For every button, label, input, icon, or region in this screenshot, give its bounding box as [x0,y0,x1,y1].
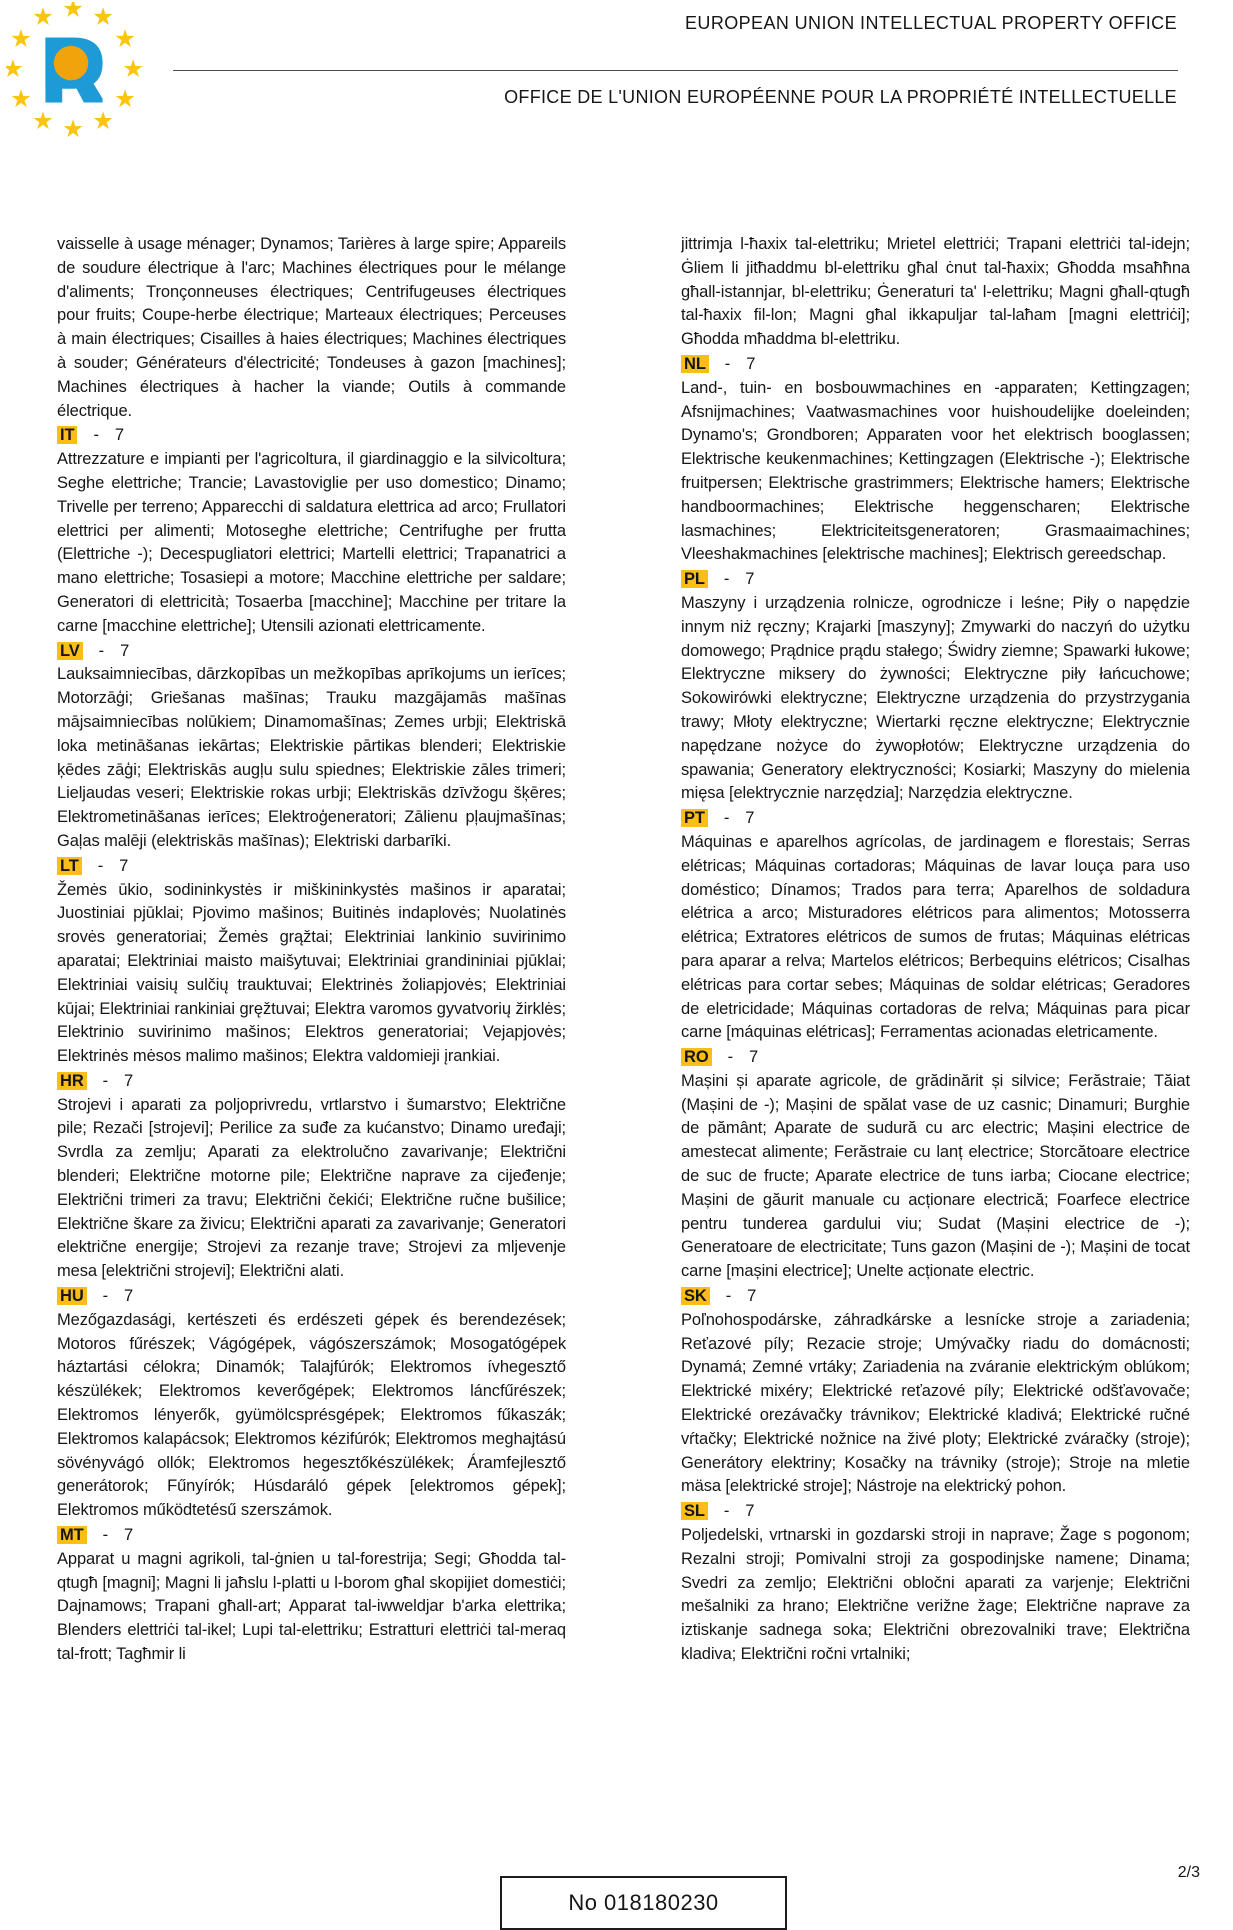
goods-list: Máquinas e aparelhos agrícolas, de jardinagem e florestais; Serras elétricas; Máquinas cortadoras; Máquinas de lavar louça para uso doméstico; Dínamos; Trados para terra; Aparelhos de soldadura elétrica a arco; Misturadores elétricos para alimentos; Motosserra elétrica; Extratores elétricos de sumos de frutas; Máquinas elétricas para aparar a relva; Martelos elétricos; Berbequins elétricos; Cisalhas elétricas para cortar sebes; Máquinas de soldar elétricas; Geradores de eletricidade; Máquinas cortadoras de relva; Máquinas para picar carne [máquinas elétricas]; Ferramentas acionadas eletricamente. [681,832,1190,1042]
language-class-heading [57,1070,566,1094]
language-code-badge: SK [681,1287,710,1305]
goods-list: Poľnohospodárske, záhradkárske a lesnícke stroje a zariadenia; Reťazové píly; Rezacie stroje; Umývačky riadu do domácnosti; Dynamá; Zemné vrtáky; Zariadenia na zváranie elektrickým oblúkom; Elektrické mixéry; Elektrické reťazové píly; Elektrické odšťavovače; Elektrické orezávačky trávnikov; Elektrické kladivá; Elektrické ručné vŕtačky; Elektrické nožnice na živé ploty; Elektrické zváračky (stroje); Generátory elektriny; Kosačky na trávniky (stroje); Stroje na mletie mäsa [elektrické stroje]; Nástroje na elektrický pohon. [681,1310,1190,1496]
nice-class-number: 7 [748,1048,759,1067]
language-code-badge: RO [681,1048,712,1066]
language-class-heading [57,855,566,879]
goods-section-ro [681,1046,1190,1284]
goods-list: Attrezzature e impianti per l'agricoltura, il giardinaggio e la silvicoltura; Seghe elettriche; Trancie; Lavastoviglie per uso domestico; Dinamo; Trivelle per terreno; Apparecchi di saldatura elettrica ad arco; Frullatori elettrici per alimenti; Motoseghe elettriche; Centrifughe per frutta (Elettriche -); Decespugliatori elettrici; Martelli elettrici; Trapanatrici a mano elettriche; Tosasiepi a motore; Macchine elettriche per saldare; Generatori di elettricità; Tosaerba [macchine]; Macchine per tritare la carne [macchine elettriche]; Utensili azionati elettricamente. [57,450,566,635]
page-indicator: 2/3 [1177,1864,1200,1881]
nice-class-number: 7 [120,641,130,660]
goods-list: Apparat u magni agrikoli, tal-ġnien u tal-forestrija; Segi; Għodda tal-qtugħ [magni]; Magni li jaħslu l-platti u l-borom għal skopijiet domestiċi; Dajnamows; Trapani għall-art; Apparat tal-iwweldjar b'arka elettrika; Blenders elettriċi tal-ikel; Lupi tal-elettriku; Estratturi elettriċi tal-meraq tal-frott; Tagħmir li [57,1549,566,1664]
office-name-en: EUROPEAN UNION INTELLECTUAL PROPERTY OFFICE [685,13,1177,33]
nice-class-number: 7 [124,1526,134,1545]
language-code-badge: HR [57,1072,87,1090]
goods-list: Strojevi i aparati za poljoprivredu, vrtlarstvo i šumarstvo; Električne pile; Rezači [strojevi]; Perilice za suđe za kućanstvo; Dinamo uređaji; Svrdla za zemlju; Aparati za elektrolučno zavarivanje; Električni blenderi; Električne motorne pile; Električne naprave za cijeđenje; Električni trimeri za travu; Električni čekići; Električne ručne bušilice; Električne škare za živicu; Električni aparati za zavarivanje; Generatori električne energije; Strojevi za rezanje trave; Strojevi za mljevenje mesa [električni strojevi]; Električni alati. [57,1095,566,1281]
language-code-badge: MT [57,1526,87,1544]
language-code-badge: SL [681,1502,708,1520]
goods-section-fr-continued [57,233,566,423]
separator-dash: - [723,570,730,589]
language-code-badge: PL [681,570,708,588]
separator-dash: - [723,1502,730,1521]
separator-dash: - [723,809,730,828]
goods-section-nl [681,353,1190,567]
language-code-badge: HU [57,1287,87,1305]
language-class-heading [57,424,566,448]
nice-class-number: 7 [745,570,755,589]
language-class-heading [681,1285,1190,1309]
language-class-heading [681,568,1190,592]
goods-list: Mașini și aparate agricole, de grădinărit și silvice; Ferăstraie; Tăiat (Mașini de -); Mașini de spălat vase de uz casnic; Dinamuri; Burghie de pământ; Aparate de sudură cu arc electric; Mașini electrice de amestecat alimente; Ferăstraie cu lanț electrice; Storcătoare electrice de suc de fructe; Aparate electrice de tuns iarba; Ciocane electrice; Mașini de găurit manuale cu acționare electrică; Foarfece electrice pentru tunderea gardului viu; Sudat (Mașini electrice de -); Generatoare de electricitate; Tuns gazon (Mașini de -); Mașini de tocat carne [mașini electrice]; Unelte acționate electric. [681,1071,1190,1281]
language-class-heading [681,1046,1190,1070]
goods-list: jittrimja l-ħaxix tal-elettriku; Mrietel elettriċi; Trapani elettriċi tal-idejn; Ġliem li jitħaddmu bl-elettriku għal ċnut tal-ħaxix; Għodda msaħħna għall-istannjar, bl-elettriku; Ġeneraturi ta' l-elettriku; Magni għall-qtugħ tal-ħaxix fil-lon; Magni għal ikkapuljar tal-laħam [magni elettriċi]; Għodda mħaddma bl-elettriku. [681,235,1190,349]
nice-class-number: 7 [745,1502,755,1521]
language-class-heading [681,1500,1190,1524]
goods-section-sl [681,1500,1190,1667]
nice-class-number: 7 [747,1287,757,1306]
separator-dash: - [725,1287,732,1306]
separator-dash: - [102,1526,109,1545]
separator-dash: - [724,354,731,373]
nice-class-number: 7 [124,1287,134,1306]
language-class-heading [57,1524,566,1548]
goods-section-lt [57,855,566,1069]
goods-section-mt-continued [681,233,1190,352]
language-code-badge: NL [681,355,709,373]
office-name-fr: OFFICE DE L'UNION EUROPÉENNE POUR LA PROPRIÉTÉ INTELLECTUELLE [504,87,1177,107]
language-class-heading [57,640,566,664]
nice-class-number: 7 [746,354,756,373]
separator-dash: - [93,426,99,445]
goods-section-pt [681,807,1190,1045]
goods-section-sk [681,1285,1190,1499]
goods-list: Mezőgazdasági, kertészeti és erdészeti gépek és berendezések; Motoros fűrészek; Vágógépek, vágószerszámok; Mosogatógépek háztartási célokra; Dinamók; Talajfúrók; Elektromos ívhegesztő készülékek; Elektromos keverőgépek; Elektromos láncfűrészek; Elektromos lényerők, gyümölcsprésgépek; Elektromos fűkaszák; Elektromos kalapácsok; Elektromos kézifúrók; Elektromos meghajtású sövényvágó ollók; Elektromos hegesztőkészülékek; Áramfejlesztő generátorok; Fűnyírók; Húsdaráló gépek [elektromos gépek]; Elektromos működtetésű szerszámok. [57,1310,566,1520]
goods-section-hr [57,1070,566,1284]
goods-list: Land-, tuin- en bosbouwmachines en -apparaten; Kettingzagen; Afsnijmachines; Vaatwasmachines voor huishoudelijke doeleinden; Dynamo's; Grondboren; Apparaten voor het elektrisch booglassen; Elektrische keukenmachines; Kettingzagen (Elektrische -); Elektrische fruitpersen; Elektrische grastrimmers; Elektrische hamers; Elektrische handboormachines; Elektrische heggenscharen; Elektrische lasmachines; Elektriciteitsgeneratoren; Grasmaaimachines; Vleeshakmachines [elektrische machines]; Elektrisch gereedschap. [681,378,1190,564]
separator-dash: - [98,641,105,660]
goods-list: Poljedelski, vrtnarski in gozdarski stroji in naprave; Žage s pogonom; Rezalni stroji; Pomivalni stroji za gospodinjske namene; Dinama; Svedri za zemljo; Električni obločni aparati za varjenje; Električni mešalniki za hrano; Električne verižne žage; Električne naprave za iztiskanje sadnega soka; Električni obrezovalniki trave; Električna kladiva; Električni ročni vrtalniki; [681,1526,1190,1664]
header-divider [173,70,1178,71]
language-code-badge: LT [57,857,82,875]
goods-list: Žemės ūkio, sodininkystės ir miškininkystės mašinos ir aparatai; Juostiniai pjūklai; Pjovimo mašinos; Buitinės indaplovės; Nuolatinės srovės generatoriai; Žemės grąžtai; Elektriniai lankinio suvirinimo aparatai; Elektriniai maisto maišytuvai; Elektriniai grandininiai pjūklai; Elektriniai vaisių sulčių trauktuvai; Elektrinės žoliapjovės; Elektriniai kūjai; Elektriniai rankiniai gręžtuvai; Elektra varomos gyvatvorių žirklės; Elektrinio suvirinimo mašinos; Elektros generatoriai; Vejapjovės; Elektrinės mėsos malimo mašinos; Elektra valdomieji įrankiai. [57,880,566,1066]
nice-class-number: 7 [745,809,755,828]
separator-dash: - [727,1048,733,1067]
language-code-badge: IT [57,426,77,444]
goods-section-mt [57,1524,566,1667]
separator-dash: - [97,856,104,875]
separator-dash: - [102,1071,109,1090]
goods-column-right [681,233,1190,1873]
language-class-heading [681,807,1190,831]
nice-class-number: 7 [114,426,124,445]
goods-list: Lauksaimniecības, dārzkopības un mežkopības aprīkojums un ierīces; Motorzāģi; Griešanas mašīnas; Trauku mazgājamās mašīnas mājsaimniecības nolūkiem; Dinamomašīnas; Zemes urbji; Elektriskā loka metināšanas iekārtas; Elektriskie pārtikas blenderi; Elektriskie ķēdes zāģi; Elektriskās augļu sulu spiednes; Elektriskie zāles trimeri; Lieljaudas veseri; Elektriskie rokas urbji; Elektriskās dzīvžogu šķēres; Elektrometināšanas ierīces; Elektroģeneratori; Zālienu pļaujmašīnas; Gaļas malēji (elektriskās mašīnas); Elektriski darbarīki. [57,665,566,850]
language-code-badge: PT [681,809,708,827]
goods-section-pl [681,568,1190,806]
trademark-number-box [500,1876,787,1930]
goods-section-hu [57,1285,566,1523]
goods-list: vaisselle à usage ménager; Dynamos; Tarières à large spire; Appareils de soudure électrique à l'arc; Machines électriques pour le mélange d'aliments; Tronçonneuses électriques; Centrifugeuses électriques pour fruits; Coupe-herbe électrique; Marteaux électriques; Perceuses à main électriques; Cisailles à haies électriques; Machines électriques à souder; Générateurs d'électricité; Tondeuses à gazon [machines]; Machines électriques à hacher la viande; Outils à commande électrique. [57,235,566,420]
goods-column-left [57,233,566,1873]
language-class-heading [681,353,1190,377]
nice-class-number: 7 [119,856,129,875]
goods-list: Maszyny i urządzenia rolnicze, ogrodnicze i leśne; Piły o napędzie innym niż ręczny; Krajarki [maszyny]; Zmywarki do naczyń do użytku domowego; Prądnice prądu stałego; Świdry ziemne; Spawarki łukowe; Elektryczne miksery do żywności; Elektryczne piły łańcuchowe; Sokowirówki elektryczne; Elektryczne urządzenia do przystrzygania trawy; Młoty elektryczne; Wiertarki ręczne elektryczne; Elektrycznie napędzane nożyce do żywopłotów; Elektryczne urządzenia do spawania; Generatory elektryczności; Kosiarki; Maszyny do mielenia mięsa [elektrycznie narzędzia]; Narzędzia elektryczne. [681,593,1190,803]
trademark-number: No 018180230 [568,1890,719,1915]
separator-dash: - [102,1287,109,1306]
goods-section-it [57,424,566,638]
language-code-badge: LV [57,642,83,660]
nice-class-number: 7 [124,1071,134,1090]
goods-section-lv [57,640,566,854]
language-class-heading [57,1285,566,1309]
